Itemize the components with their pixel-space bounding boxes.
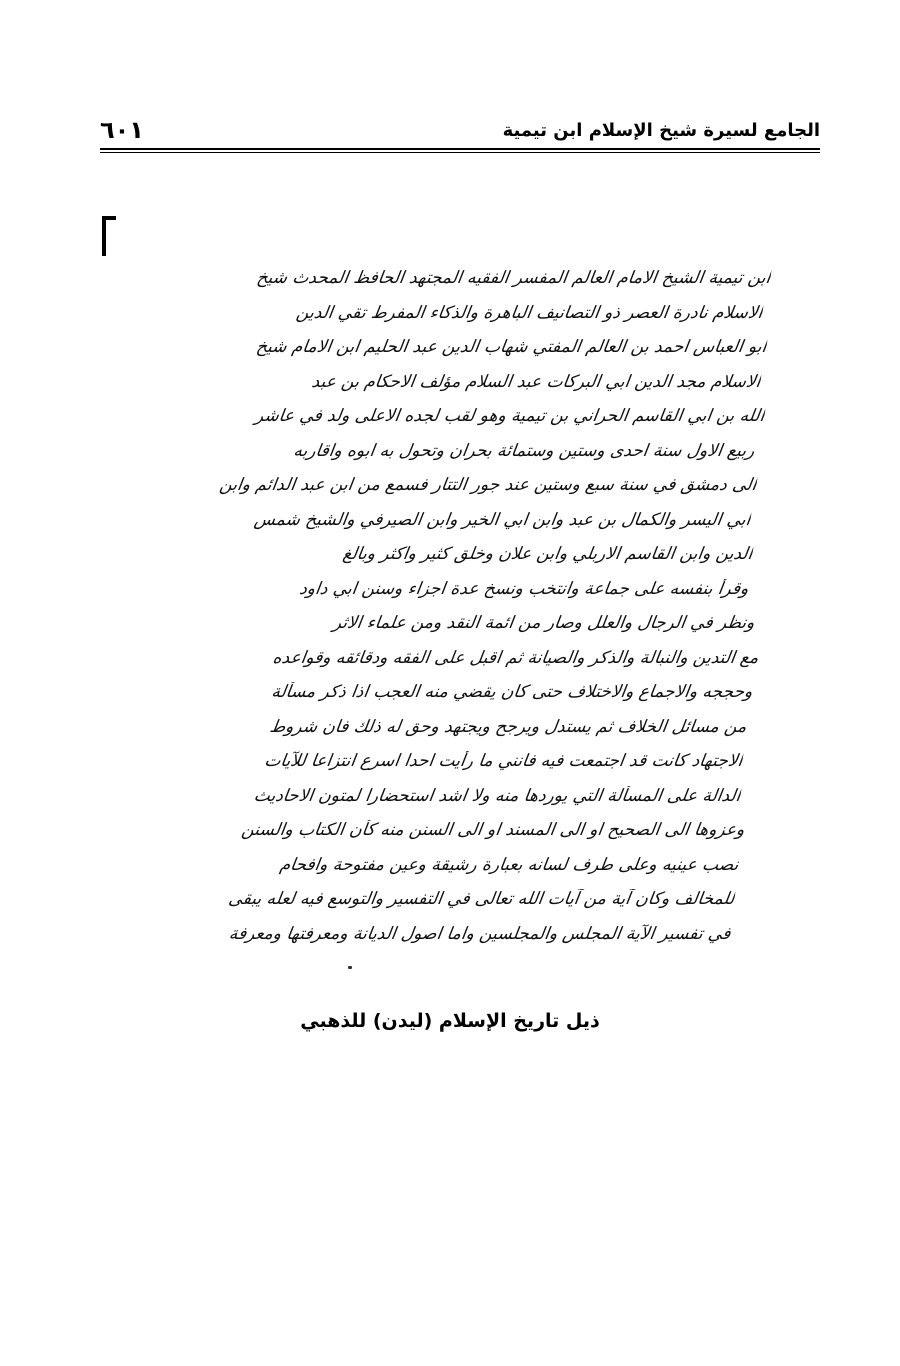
- manuscript-line: ابي اليسر والكمال بن عبد وابن ابي الخير وابن الصيرفي والشيخ شمس: [252, 509, 752, 530]
- manuscript-line: الاسلام نادرة العصر ذو التصانيف الباهرة والذكاء المفرط تقي الدين: [294, 302, 764, 323]
- figure-caption: ذيل تاريخ الإسلام (ليدن) للذهبي: [300, 1010, 600, 1032]
- manuscript-line: ابن تيمية الشيخ الامام العالم المفسر الفقيه المجتهد الحافظ المحدث شيخ: [255, 268, 772, 288]
- page-number: ١٠٦: [100, 116, 144, 144]
- manuscript-line: من مسائل الخلاف ثم يستدل ويرجح ويجتهد وحق له ذلك فان شروط: [268, 716, 748, 737]
- manuscript-line: الاجتهاد كانت قد اجتمعت فيه فانني ما رأيت احدا اسرع انتزاعا للآيات: [263, 751, 744, 771]
- manuscript-dot: [348, 966, 352, 969]
- manuscript-line: وحججه والاجماع والاختلاف حتى كان يقضي منه العجب اذا ذكر مسألة: [270, 682, 754, 702]
- page-header: [100, 108, 820, 154]
- manuscript-line: للمخالف وكان آية من آيات الله تعالى في التفسير والتوسع فيه لعله يبقى: [227, 889, 736, 909]
- manuscript-line: في تفسير الآية المجلس والمجلسين واما اصول الديانة ومعرفتها ومعرفة: [227, 923, 732, 944]
- manuscript-line: الاسلام مجد الدين ابي البركات عبد السلام مؤلف الاحكام بن عبد: [310, 371, 762, 392]
- manuscript-line: ونظر في الرجال والعلل وصار من ائمة النقد ومن علماء الاثر: [331, 613, 756, 633]
- manuscript-line: وعزوها الى الصحيح او الى المسند او الى السنن منه كأن الكتاب والسنن: [240, 820, 746, 840]
- running-title: الجامع لسيرة شيخ الإسلام ابن تيمية: [502, 120, 820, 141]
- manuscript-image: [180, 268, 770, 968]
- manuscript-line: ربيع الاول سنة احدى وستين وستمائة بحران وتحول به ابوه واقاربه: [292, 440, 756, 461]
- manuscript-line: الله بن ابي القاسم الحراني بن تيمية وهو لقب لجده الاعلى ولد في عاشر: [253, 406, 766, 426]
- manuscript-line: وقرأ بنفسه على جماعة وانتخب ونسخ عدة اجزاء وسنن ابي داود: [298, 578, 750, 599]
- manuscript-line: الدين وابن القاسم الاربلي وابن علان وخلق كثير واكثر وبالغ: [341, 544, 754, 564]
- header-rule-thin: [100, 152, 820, 153]
- manuscript-line: مع التدين والنبالة والذكر والصيانة ثم اقبل على الفقه ودقائقه وقواعده: [271, 647, 760, 668]
- manuscript-line: الى دمشق في سنة سبع وستين عند جور التتار فسمع من ابن عبد الدائم وابن: [218, 475, 758, 495]
- manuscript-line: ابو العباس احمد بن العالم المفتي شهاب الدين عبد الحليم ابن الامام شيخ: [254, 337, 768, 357]
- corner-bracket-mark: [100, 214, 118, 256]
- manuscript-line: الدالة على المسألة التي يوردها منه ولا اشد استحضارا لمتون الاحاديث: [252, 785, 742, 806]
- header-rule: [100, 148, 820, 150]
- manuscript-line: نصب عينيه وعلى طرف لسانه بعبارة رشيقة وعين مفتوحة وافحام: [278, 854, 740, 875]
